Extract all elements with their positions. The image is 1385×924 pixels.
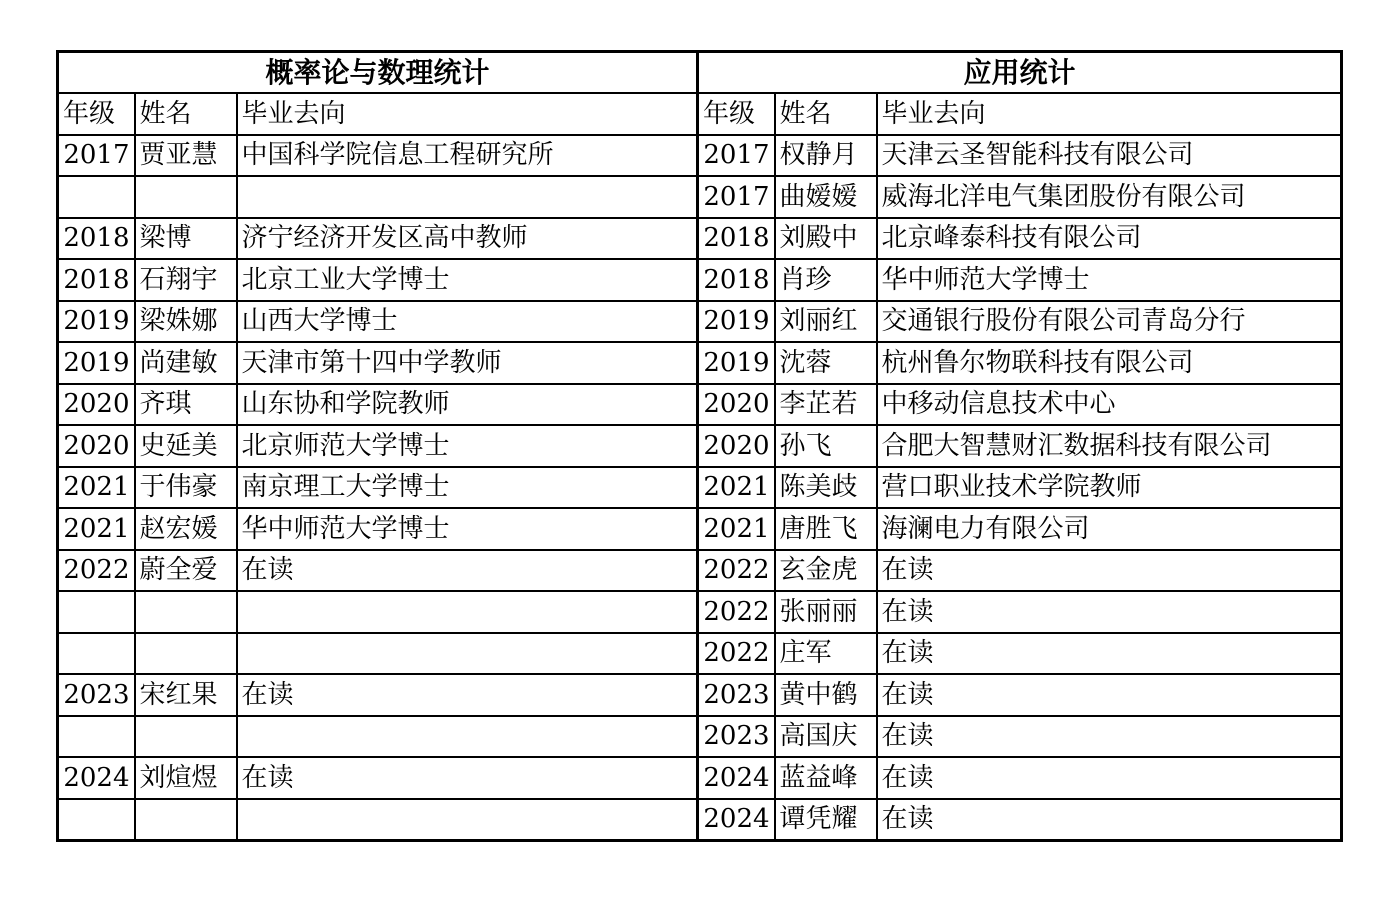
right-name-cell: 曲嫒嫒 (775, 176, 877, 218)
right-name-cell: 蓝益峰 (775, 757, 877, 799)
left-destination-cell (237, 716, 698, 758)
left-year-cell: 2018 (58, 218, 135, 260)
table-row (58, 591, 1342, 633)
table-row (58, 550, 1342, 592)
left-destination-cell: 北京师范大学博士 (237, 425, 698, 467)
right-destination-cell: 天津云圣智能科技有限公司 (877, 135, 1342, 177)
left-name-cell: 史延美 (135, 425, 237, 467)
column-header-destination: 毕业去向 (877, 93, 1342, 135)
right-year-cell: 2019 (698, 301, 775, 343)
right-name-cell: 玄金虎 (775, 550, 877, 592)
right-year-cell: 2020 (698, 425, 775, 467)
right-destination-cell: 威海北洋电气集团股份有限公司 (877, 176, 1342, 218)
left-year-cell: 2022 (58, 550, 135, 592)
left-year-cell: 2021 (58, 508, 135, 550)
right-destination-cell: 在读 (877, 633, 1342, 675)
right-name-cell: 唐胜飞 (775, 508, 877, 550)
left-destination-cell (237, 633, 698, 675)
right-year-cell: 2022 (698, 591, 775, 633)
section-title-applied-statistics: 应用统计 (698, 52, 1342, 94)
left-year-cell (58, 799, 135, 841)
right-year-cell: 2018 (698, 259, 775, 301)
left-destination-cell: 北京工业大学博士 (237, 259, 698, 301)
right-year-cell: 2020 (698, 384, 775, 426)
left-name-cell (135, 591, 237, 633)
right-name-cell: 李芷若 (775, 384, 877, 426)
left-year-cell: 2018 (58, 259, 135, 301)
left-name-cell: 赵宏媛 (135, 508, 237, 550)
left-destination-cell (237, 591, 698, 633)
right-name-cell: 刘丽红 (775, 301, 877, 343)
left-destination-cell: 济宁经济开发区高中教师 (237, 218, 698, 260)
right-year-cell: 2021 (698, 467, 775, 509)
right-destination-cell: 中移动信息技术中心 (877, 384, 1342, 426)
right-year-cell: 2019 (698, 342, 775, 384)
right-year-cell: 2024 (698, 757, 775, 799)
right-year-cell: 2017 (698, 176, 775, 218)
right-year-cell: 2024 (698, 799, 775, 841)
left-destination-cell: 在读 (237, 550, 698, 592)
left-name-cell: 石翔宇 (135, 259, 237, 301)
right-destination-cell: 杭州鲁尔物联科技有限公司 (877, 342, 1342, 384)
right-destination-cell: 海澜电力有限公司 (877, 508, 1342, 550)
right-year-cell: 2022 (698, 633, 775, 675)
left-name-cell: 齐琪 (135, 384, 237, 426)
right-destination-cell: 在读 (877, 550, 1342, 592)
right-destination-cell: 在读 (877, 674, 1342, 716)
right-name-cell: 庄军 (775, 633, 877, 675)
left-year-cell: 2020 (58, 384, 135, 426)
table-row (58, 508, 1342, 550)
right-name-cell: 刘殿中 (775, 218, 877, 260)
left-name-cell (135, 799, 237, 841)
left-name-cell: 蔚全爱 (135, 550, 237, 592)
table-row (58, 425, 1342, 467)
left-year-cell: 2019 (58, 342, 135, 384)
column-header-year: 年级 (58, 93, 135, 135)
column-header-name: 姓名 (775, 93, 877, 135)
left-year-cell (58, 591, 135, 633)
table-row (58, 799, 1342, 841)
right-name-cell: 权静月 (775, 135, 877, 177)
left-year-cell: 2017 (58, 135, 135, 177)
left-name-cell: 梁姝娜 (135, 301, 237, 343)
left-year-cell (58, 716, 135, 758)
left-destination-cell: 中国科学院信息工程研究所 (237, 135, 698, 177)
right-name-cell: 肖珍 (775, 259, 877, 301)
left-name-cell (135, 716, 237, 758)
table-row (58, 301, 1342, 343)
right-year-cell: 2022 (698, 550, 775, 592)
left-name-cell: 刘煊煜 (135, 757, 237, 799)
right-destination-cell: 华中师范大学博士 (877, 259, 1342, 301)
table-row (58, 218, 1342, 260)
left-year-cell: 2020 (58, 425, 135, 467)
right-year-cell: 2023 (698, 716, 775, 758)
left-destination-cell: 山东协和学院教师 (237, 384, 698, 426)
table-row (58, 467, 1342, 509)
column-header-name: 姓名 (135, 93, 237, 135)
left-destination-cell: 在读 (237, 757, 698, 799)
left-year-cell: 2019 (58, 301, 135, 343)
table-row (58, 259, 1342, 301)
table-row (58, 342, 1342, 384)
right-name-cell: 孙飞 (775, 425, 877, 467)
right-destination-cell: 交通银行股份有限公司青岛分行 (877, 301, 1342, 343)
left-destination-cell: 南京理工大学博士 (237, 467, 698, 509)
left-destination-cell: 山西大学博士 (237, 301, 698, 343)
left-name-cell: 于伟豪 (135, 467, 237, 509)
left-name-cell: 宋红果 (135, 674, 237, 716)
table-row (58, 716, 1342, 758)
left-year-cell: 2024 (58, 757, 135, 799)
graduates-table (56, 50, 1343, 842)
right-name-cell: 沈蓉 (775, 342, 877, 384)
right-name-cell: 高国庆 (775, 716, 877, 758)
left-name-cell: 梁博 (135, 218, 237, 260)
table-body (58, 52, 1342, 841)
left-destination-cell: 在读 (237, 674, 698, 716)
table-row (58, 176, 1342, 218)
right-year-cell: 2017 (698, 135, 775, 177)
table-row (58, 633, 1342, 675)
section-header-row (58, 52, 1342, 94)
left-year-cell: 2021 (58, 467, 135, 509)
right-destination-cell: 营口职业技术学院教师 (877, 467, 1342, 509)
table-row (58, 674, 1342, 716)
right-name-cell: 谭凭耀 (775, 799, 877, 841)
left-year-cell (58, 176, 135, 218)
right-name-cell: 张丽丽 (775, 591, 877, 633)
left-destination-cell (237, 176, 698, 218)
right-destination-cell: 在读 (877, 799, 1342, 841)
left-name-cell (135, 633, 237, 675)
table-row (58, 757, 1342, 799)
table-row (58, 135, 1342, 177)
right-destination-cell: 在读 (877, 757, 1342, 799)
section-title-probability-statistics: 概率论与数理统计 (58, 52, 698, 94)
right-destination-cell: 合肥大智慧财汇数据科技有限公司 (877, 425, 1342, 467)
right-destination-cell: 在读 (877, 591, 1342, 633)
left-name-cell: 尚建敏 (135, 342, 237, 384)
column-header-year: 年级 (698, 93, 775, 135)
table-row (58, 384, 1342, 426)
left-destination-cell: 华中师范大学博士 (237, 508, 698, 550)
left-name-cell (135, 176, 237, 218)
left-year-cell: 2023 (58, 674, 135, 716)
right-destination-cell: 北京峰泰科技有限公司 (877, 218, 1342, 260)
right-name-cell: 陈美歧 (775, 467, 877, 509)
left-name-cell: 贾亚慧 (135, 135, 237, 177)
column-header-destination: 毕业去向 (237, 93, 698, 135)
column-header-row (58, 93, 1342, 135)
left-year-cell (58, 633, 135, 675)
left-destination-cell: 天津市第十四中学教师 (237, 342, 698, 384)
right-destination-cell: 在读 (877, 716, 1342, 758)
right-name-cell: 黄中鹤 (775, 674, 877, 716)
right-year-cell: 2023 (698, 674, 775, 716)
right-year-cell: 2018 (698, 218, 775, 260)
right-year-cell: 2021 (698, 508, 775, 550)
left-destination-cell (237, 799, 698, 841)
